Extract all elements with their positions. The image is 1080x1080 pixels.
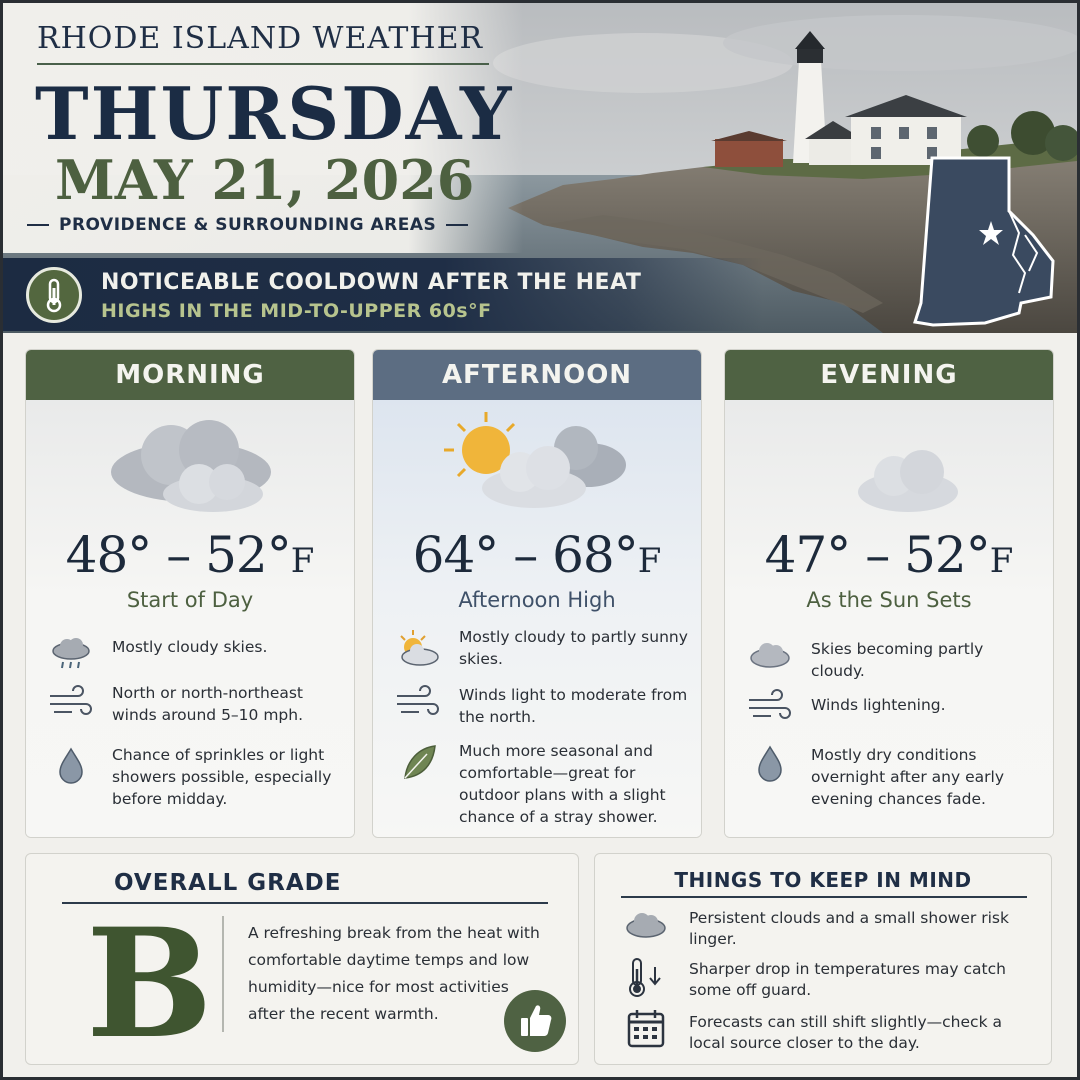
- keep-item-1-text: Persistent clouds and a small shower risk linger.: [689, 909, 1009, 948]
- evening-card: [724, 349, 1054, 838]
- title-block: [3, 3, 523, 253]
- morning-temp-unit: F: [290, 541, 315, 581]
- clouds-icon: [91, 410, 291, 515]
- morning-item-2-text: North or north-northeast winds around 5–10 mph.: [112, 684, 304, 724]
- thermometer-down-icon: [623, 955, 669, 1001]
- cloud-icon: [623, 902, 669, 948]
- partly-sunny-icon: [438, 410, 638, 515]
- grade-title: OVERALL GRADE: [114, 870, 342, 896]
- wind-icon: [747, 688, 793, 728]
- keep-in-mind-panel: [594, 853, 1052, 1065]
- weather-infographic: [3, 3, 1077, 1077]
- overall-grade-panel: [25, 853, 579, 1065]
- morning-header: MORNING: [26, 350, 354, 400]
- wind-icon: [395, 684, 441, 724]
- evening-header: EVENING: [725, 350, 1053, 400]
- cooldown-banner: [3, 258, 763, 331]
- leaf-icon: [395, 742, 441, 782]
- date-title: MAY 21, 2026: [55, 148, 475, 212]
- morning-temp-label: Start of Day: [126, 588, 254, 612]
- afternoon-temp-unit: F: [637, 541, 662, 581]
- calendar-icon: [623, 1006, 669, 1052]
- morning-item-3-text: Chance of sprinkles or light showers possible, especially before midday.: [112, 746, 332, 808]
- thermometer-icon: [26, 267, 82, 323]
- region-dash-right: [446, 224, 468, 226]
- morning-card: [25, 349, 355, 838]
- grade-letter: B: [86, 896, 213, 1065]
- day-title: THURSDAY: [35, 71, 514, 156]
- afternoon-card: [372, 349, 702, 838]
- afternoon-item-3-text: Much more seasonal and comfortable—great for outdoor plans with a slight chance of a stray shower.: [459, 742, 666, 826]
- evening-item-3-text: Mostly dry conditions overnight after any early evening chances fade.: [811, 746, 1004, 808]
- region-dash-left: [27, 224, 49, 226]
- banner-headline: NOTICEABLE COOLDOWN AFTER THE HEAT: [101, 270, 642, 295]
- morning-item-1-text: Mostly cloudy skies.: [112, 638, 268, 656]
- wind-icon: [48, 684, 94, 724]
- banner-subline: HIGHS IN THE MID-TO-UPPER 60s°F: [101, 300, 492, 322]
- evening-item-2-text: Winds lightening.: [811, 696, 946, 714]
- evening-body: [725, 400, 1053, 838]
- morning-temperature: [26, 526, 354, 584]
- thumbs-up-icon: [504, 990, 566, 1052]
- afternoon-item-1-text: Mostly cloudy to partly sunny skies.: [459, 628, 688, 668]
- afternoon-temp-range: 64° – 68°: [412, 526, 638, 584]
- sun-cloud-icon: [395, 628, 441, 668]
- state-title: RHODE ISLAND WEATHER: [37, 21, 484, 56]
- morning-body: [26, 400, 354, 838]
- afternoon-temp-label: Afternoon High: [458, 588, 616, 612]
- moon-cloud-icon: [790, 410, 990, 515]
- header: [3, 3, 1077, 333]
- evening-temperature: [725, 526, 1053, 584]
- keep-in-mind-title: THINGS TO KEEP IN MIND: [674, 868, 972, 892]
- grade-vertical-divider: [222, 916, 224, 1032]
- rain-cloud-icon: [48, 634, 94, 674]
- evening-temp-range: 47° – 52°: [764, 526, 990, 584]
- raindrop-icon: [48, 746, 94, 786]
- afternoon-item-2-text: Winds light to moderate from the north.: [459, 686, 688, 726]
- keep-in-mind-divider: [621, 896, 1027, 898]
- afternoon-body: [373, 400, 701, 838]
- afternoon-temperature: [373, 526, 701, 584]
- afternoon-header: AFTERNOON: [373, 350, 701, 400]
- cloud-icon: [747, 634, 793, 674]
- region-label: PROVIDENCE & SURROUNDING AREAS: [59, 215, 437, 235]
- evening-temp-unit: F: [989, 541, 1014, 581]
- keep-item-3-text: Forecasts can still shift slightly—check a local source closer to the day.: [689, 1013, 1002, 1052]
- keep-item-2-text: Sharper drop in temperatures may catch some off guard.: [689, 960, 1006, 999]
- title-divider: [37, 63, 489, 65]
- evening-temp-label: As the Sun Sets: [806, 588, 972, 612]
- grade-description: A refreshing break from the heat with comfortable daytime temps and low humidity—nice for most activities after the recent warmth.: [248, 924, 540, 1023]
- region-line: [27, 215, 477, 235]
- raindrop-icon: [747, 744, 793, 784]
- evening-item-1-text: Skies becoming partly cloudy.: [811, 640, 984, 680]
- morning-temp-range: 48° – 52°: [65, 526, 291, 584]
